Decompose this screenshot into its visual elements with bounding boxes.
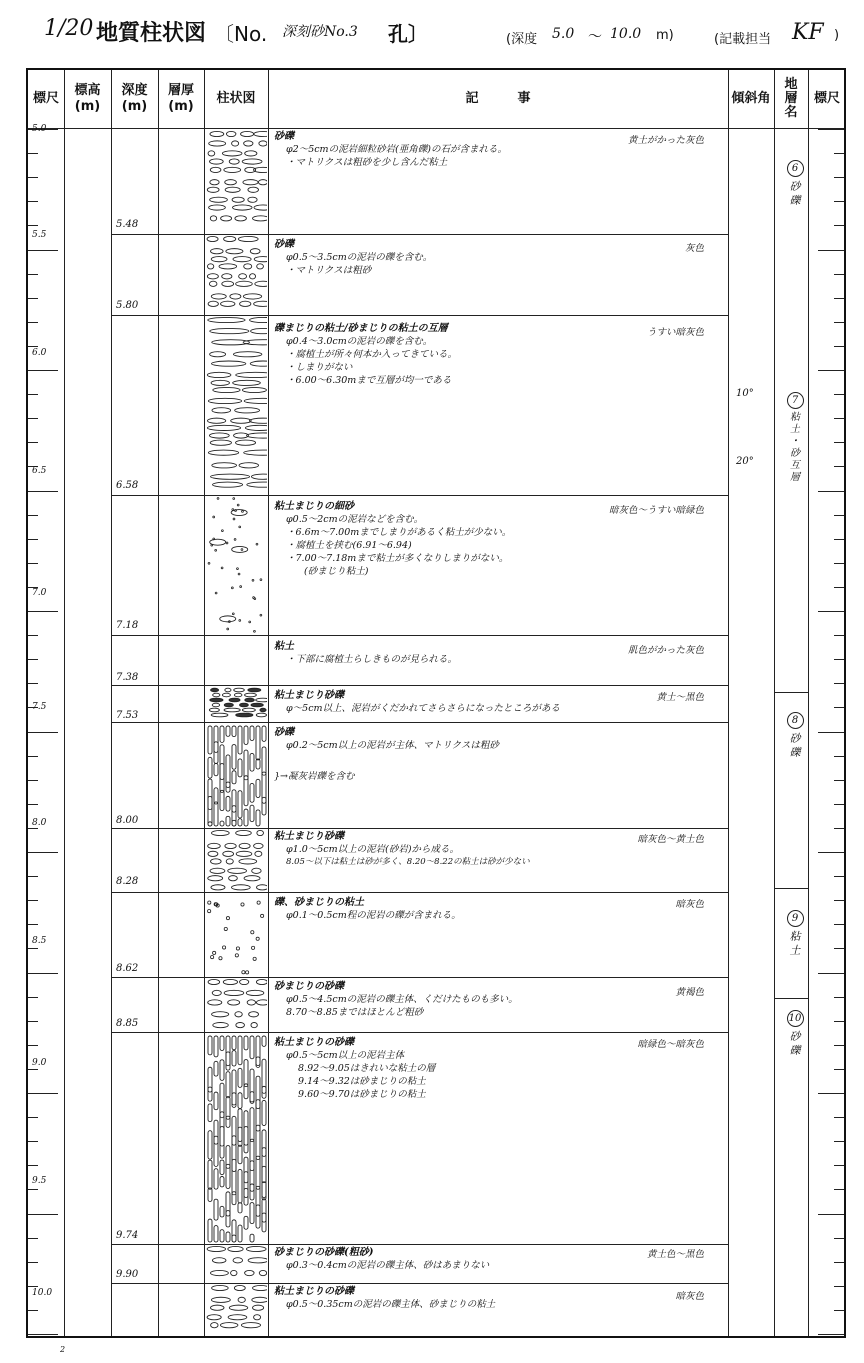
stratum-label (774, 392, 816, 484)
stratum-label (774, 1010, 816, 1058)
layer-boundary (111, 977, 728, 978)
description-entry (274, 238, 724, 277)
scale-tick (28, 1310, 38, 1311)
scale-tick (834, 587, 844, 588)
scale-tick (834, 635, 844, 636)
scale-label: 9.5 (32, 1176, 47, 1186)
scale-tick (28, 659, 38, 660)
hole-suffix: 孔〕 (388, 22, 428, 46)
layer-boundary (111, 234, 728, 235)
depth-separator: 〜 (588, 29, 602, 45)
entry-title: 砂まじりの砂礫(粗砂) (274, 1247, 374, 1258)
col-header-column: 柱状図 (216, 91, 256, 106)
stratum-name: 粘 土 (789, 930, 801, 957)
entry-title: 礫、砂まじりの粘土 (274, 897, 364, 908)
scale-tick (834, 153, 844, 154)
scale-label: 8.0 (32, 818, 47, 828)
scale-tick (818, 491, 844, 492)
log-sheet (26, 68, 846, 1338)
entry-title: 砂まじりの砂礫 (274, 981, 344, 992)
stratum-number: 7 (787, 392, 804, 409)
entry-line: φ2〜5cmの泥岩細粒砂岩(亜角礫)の石が含まれる。 (286, 144, 507, 155)
entry-line: 9.60〜9.70は砂まじりの粘土 (298, 1089, 426, 1100)
stratum-number: 10 (787, 1010, 804, 1027)
scale-tick (834, 1286, 844, 1287)
scale-tick (28, 924, 38, 925)
entry-line: ・しまりがない (286, 362, 353, 373)
entry-line: 9.14〜9.32は砂まじりの粘土 (298, 1076, 426, 1087)
layer-depth: 8.00 (116, 815, 139, 826)
entry-line: φ0.5〜0.35cmの泥岩の礫主体、砂まじりの粘土 (286, 1299, 496, 1310)
scale-tick (834, 274, 844, 275)
divider (158, 70, 159, 1336)
divider (111, 70, 112, 1336)
scale-tick (834, 225, 844, 226)
layer-depth: 7.53 (116, 710, 139, 721)
lithology-band (208, 901, 264, 974)
layer-depth: 9.74 (116, 1230, 139, 1241)
entry-line: φ0.5〜5cm以上の泥岩主体 (286, 1050, 405, 1061)
stratum-name: 砂 礫 (789, 732, 801, 759)
entry-color: 暗灰色〜黄土色 (637, 834, 704, 845)
scale-tick (28, 780, 38, 781)
stratum-label (774, 712, 816, 760)
depth-from: 5.0 (552, 26, 575, 42)
scale-tick (818, 1214, 844, 1215)
scale-tick (834, 659, 844, 660)
entry-color: 暗灰色 (675, 899, 704, 910)
scale-label: 9.0 (32, 1058, 47, 1068)
scale-tick (28, 635, 38, 636)
sheet-title: 地質柱状図 (96, 21, 207, 46)
entry-line: (砂まじり粘土) (304, 566, 369, 577)
entry-title: 砂礫 (274, 727, 294, 738)
layer-depth: 8.62 (116, 963, 139, 974)
scale-tick (834, 804, 844, 805)
layer-boundary (111, 1244, 728, 1245)
layer-boundary (111, 495, 728, 496)
header-rule (28, 128, 844, 129)
corner-mark: 2 (60, 1345, 66, 1354)
layer-boundary (111, 685, 728, 686)
stratum-name: 粘 土 ・ 砂 互 層 (790, 412, 800, 483)
scale-ratio: 1/20 (44, 16, 94, 41)
scale-tick (28, 852, 58, 853)
entry-color: 黄土〜黒色 (656, 692, 704, 703)
scale-label: 7.5 (32, 702, 47, 712)
entry-color: 暗緑色〜暗灰色 (637, 1039, 704, 1050)
scale-tick (28, 997, 38, 998)
scale-tick (28, 876, 38, 877)
lithology-band (208, 497, 262, 632)
scale-tick (818, 611, 844, 612)
scale-tick (28, 274, 38, 275)
scale-tick (28, 1262, 38, 1263)
scale-label: 7.0 (32, 588, 47, 598)
entry-color: 黄土色〜黒色 (646, 1249, 704, 1260)
layer-depth: 5.80 (116, 300, 139, 311)
entry-line: ・6.00〜6.30mまで互層が均一である (286, 375, 452, 386)
stratum-number: 8 (787, 712, 804, 729)
scale-tick (834, 442, 844, 443)
scale-tick (834, 924, 844, 925)
scale-tick (834, 828, 844, 829)
scale-tick (28, 1334, 58, 1335)
scale-tick (818, 129, 844, 130)
scale-tick (834, 1262, 844, 1263)
description-entry (274, 980, 724, 1019)
lithology-band (207, 1285, 267, 1327)
scale-tick (834, 900, 844, 901)
scale-tick (28, 515, 38, 516)
scale-tick (28, 1214, 58, 1215)
layer-boundary (111, 828, 728, 829)
entry-line: φ0.3〜0.4cmの泥岩の礫主体、砂はあまりない (286, 1260, 490, 1271)
layer-depth: 7.18 (116, 620, 139, 631)
scale-tick (28, 683, 38, 684)
recorder-initials: KF (792, 20, 824, 45)
scale-tick (28, 225, 38, 226)
entry-title: 砂礫 (274, 239, 294, 250)
scale-tick (834, 780, 844, 781)
stratum-boundary (774, 888, 808, 889)
scale-tick (834, 394, 844, 395)
entry-line: φ0.2〜5cm以上の泥岩が主体、マトリクスは粗砂 (286, 740, 499, 751)
col-header-elevation: 標高 (m) (74, 83, 101, 114)
depth-to: 10.0 (610, 26, 642, 42)
entry-line: φ〜5cm以上、泥岩がくだかれてさらさらになったところがある (286, 703, 561, 714)
scale-tick (28, 346, 38, 347)
layer-depth: 8.28 (116, 876, 139, 887)
scale-tick (834, 683, 844, 684)
layer-depth: 6.58 (116, 480, 139, 491)
entry-color: うすい暗灰色 (646, 327, 704, 338)
sheet-header (0, 0, 864, 60)
scale-tick (834, 539, 844, 540)
scale-tick (834, 1045, 844, 1046)
scale-tick (28, 1069, 38, 1070)
stratum-boundary (774, 692, 808, 693)
entry-title: 粘土 (274, 641, 294, 652)
entry-line: φ0.5〜3.5cmの泥岩の礫を含む。 (286, 252, 433, 263)
col-header-stratum: 地 層 名 (784, 77, 798, 120)
scale-tick (28, 1093, 58, 1094)
scale-tick (834, 1117, 844, 1118)
entry-line: ・6.6m〜7.00mまでしまりがあるく粘土が少ない。 (286, 527, 512, 538)
scale-tick (818, 370, 844, 371)
divider (64, 70, 65, 1336)
scale-tick (28, 1165, 38, 1166)
scale-tick (834, 1165, 844, 1166)
scale-tick (28, 611, 58, 612)
entry-line: 8.05〜以下は粘土は砂が多く、8.20〜8.22の粘土は砂が少ない (286, 857, 530, 867)
scale-tick (28, 900, 38, 901)
entry-color: 灰色 (684, 243, 704, 254)
entry-title: 粘土まじりの細砂 (274, 501, 354, 512)
stratum-number: 6 (787, 160, 804, 177)
col-header-dip: 傾斜角 (731, 91, 771, 106)
entry-color: 暗灰色〜うすい暗緑色 (608, 505, 704, 516)
scale-tick (28, 828, 38, 829)
lithology-band (207, 236, 267, 306)
lithology-band (208, 979, 267, 1027)
scale-tick (28, 563, 38, 564)
recorder-close: ) (834, 28, 840, 43)
scale-tick (28, 1286, 38, 1287)
scale-tick (28, 418, 38, 419)
borehole-number: 深刻砂No.3 (282, 24, 358, 40)
scale-tick (28, 491, 58, 492)
entry-line: φ0.1〜0.5cm程の泥岩の礫が含まれる。 (286, 910, 461, 921)
layer-depth: 5.48 (116, 219, 139, 230)
scale-label: 8.5 (32, 936, 47, 946)
depth-range-label: (深度 (506, 32, 538, 47)
scale-tick (834, 707, 844, 708)
lithology-band (209, 688, 267, 717)
stratum-label (774, 910, 816, 958)
scale-tick (834, 948, 844, 949)
lithology-band (207, 131, 267, 221)
depth-unit: m) (656, 28, 674, 43)
layer-depth: 7.38 (116, 672, 139, 683)
col-header-thickness: 層厚 (m) (167, 83, 194, 114)
scale-label: 5.5 (32, 230, 47, 240)
scale-tick (834, 1069, 844, 1070)
layer-boundary (111, 892, 728, 893)
recorder-label: (記載担当 (714, 32, 772, 47)
entry-color: 黄褐色 (675, 987, 704, 998)
entry-line: }→凝灰岩礫を含む (274, 771, 355, 782)
layer-boundary (111, 315, 728, 316)
scale-tick (818, 1334, 844, 1335)
entry-line: ・マトリクスは粗砂 (286, 265, 372, 276)
lithology-band (208, 1036, 266, 1242)
scale-tick (28, 1021, 38, 1022)
entry-line: ・7.00〜7.18mまで粘土が多くなりしまりがない。 (286, 553, 509, 564)
scale-tick (834, 346, 844, 347)
col-header-description: 記 事 (465, 91, 531, 106)
scale-tick (834, 1310, 844, 1311)
dip-value: 20° (736, 456, 754, 467)
layer-boundary (111, 1283, 728, 1284)
description-entry (274, 896, 724, 922)
entry-color: 黄土がかった灰色 (627, 135, 704, 146)
scale-tick (834, 201, 844, 202)
dip-value: 10° (736, 388, 754, 399)
scale-label: 10.0 (32, 1288, 53, 1298)
scale-tick (28, 804, 38, 805)
scale-tick (834, 418, 844, 419)
entry-line: 8.92〜9.05はきれいな粘土の層 (298, 1063, 436, 1074)
scale-tick (834, 1021, 844, 1022)
scale-tick (834, 1238, 844, 1239)
no-prefix: 〔No. (214, 22, 268, 46)
scale-tick (28, 442, 38, 443)
scale-tick (834, 298, 844, 299)
entry-line: ・下部に腐植土らしきものが見られる。 (286, 654, 458, 665)
scale-tick (834, 997, 844, 998)
entry-color: 暗灰色 (675, 1291, 704, 1302)
scale-tick (28, 298, 38, 299)
scale-tick (28, 177, 38, 178)
columnar-section (205, 129, 267, 1336)
scale-tick (28, 973, 58, 974)
scale-tick (28, 153, 38, 154)
scale-tick (834, 177, 844, 178)
entry-line: φ0.5〜4.5cmの泥岩の礫主体、くだけたものも多い。 (286, 994, 518, 1005)
scale-label: 6.5 (32, 466, 47, 476)
scale-tick (28, 394, 38, 395)
scale-tick (818, 973, 844, 974)
scale-tick (28, 1045, 38, 1046)
entry-line: ・腐植土を挟む(6.91〜6.94) (286, 540, 412, 551)
scale-tick (834, 322, 844, 323)
scale-tick (834, 756, 844, 757)
lithology-band (208, 830, 267, 890)
description-entry (274, 1285, 724, 1311)
scale-tick (818, 1093, 844, 1094)
scale-tick (834, 876, 844, 877)
scale-tick (28, 948, 38, 949)
stratum-name: 砂 礫 (789, 1030, 801, 1057)
scale-tick (834, 1189, 844, 1190)
entry-line: φ0.4〜3.0cmの泥岩の礫を含む。 (286, 336, 433, 347)
scale-tick (28, 322, 38, 323)
scale-tick (834, 515, 844, 516)
lithology-band (208, 726, 266, 826)
scale-tick (818, 250, 844, 251)
stratum-boundary (774, 998, 808, 999)
layer-boundary (111, 635, 728, 636)
layer-boundary (111, 722, 728, 723)
scale-tick (28, 756, 38, 757)
stratum-number: 9 (787, 910, 804, 927)
entry-line: ・腐植土が所々何本か入ってきている。 (286, 349, 458, 360)
layer-boundary (111, 1032, 728, 1033)
entry-color: 肌色がかった灰色 (627, 645, 704, 656)
scale-label: 5.0 (32, 124, 47, 134)
lithology-band (207, 317, 267, 487)
entry-line: 8.70〜8.85まではほとんど粗砂 (286, 1007, 424, 1018)
col-header-scale-right: 標尺 (813, 91, 840, 106)
entry-line: φ1.0〜5cm以上の泥岩(砂岩)から成る。 (286, 844, 460, 855)
divider (808, 70, 809, 1336)
scale-tick (28, 250, 58, 251)
scale-tick (28, 201, 38, 202)
col-header-scale: 標尺 (32, 91, 59, 106)
scale-tick (818, 852, 844, 853)
divider (268, 70, 269, 1336)
scale-tick (834, 466, 844, 467)
entry-title: 礫まじりの粘土/砂まじりの粘土の互層 (274, 323, 448, 334)
entry-title: 粘土まじりの砂礫 (274, 1286, 354, 1297)
divider (728, 70, 729, 1336)
scale-tick (834, 1141, 844, 1142)
scale-tick (28, 1238, 38, 1239)
description-entry (274, 726, 724, 783)
entry-line: φ0.5〜2cmの泥岩などを含む。 (286, 514, 424, 525)
layer-depth: 8.85 (116, 1018, 139, 1029)
scale-tick (28, 1117, 38, 1118)
scale-tick (834, 563, 844, 564)
scale-tick (28, 539, 38, 540)
entry-title: 粘土まじりの砂礫 (274, 1037, 354, 1048)
stratum-name: 砂 礫 (789, 180, 801, 207)
col-header-depth: 深度 (m) (121, 83, 148, 114)
scale-tick (818, 732, 844, 733)
entry-title: 粘土まじり砂礫 (274, 690, 344, 701)
scale-tick (28, 1141, 38, 1142)
entry-line: ・マトリクスは粗砂を少し含んだ粘土 (286, 157, 448, 168)
scale-label: 6.0 (32, 348, 47, 358)
scale-tick (28, 370, 58, 371)
lithology-band (207, 1246, 267, 1275)
stratum-label (774, 160, 816, 208)
scale-tick (28, 1189, 38, 1190)
divider (774, 70, 775, 1336)
layer-depth: 9.90 (116, 1269, 139, 1280)
scale-tick (28, 732, 58, 733)
entry-title: 砂礫 (274, 131, 294, 142)
entry-title: 粘土まじり砂礫 (274, 831, 344, 842)
